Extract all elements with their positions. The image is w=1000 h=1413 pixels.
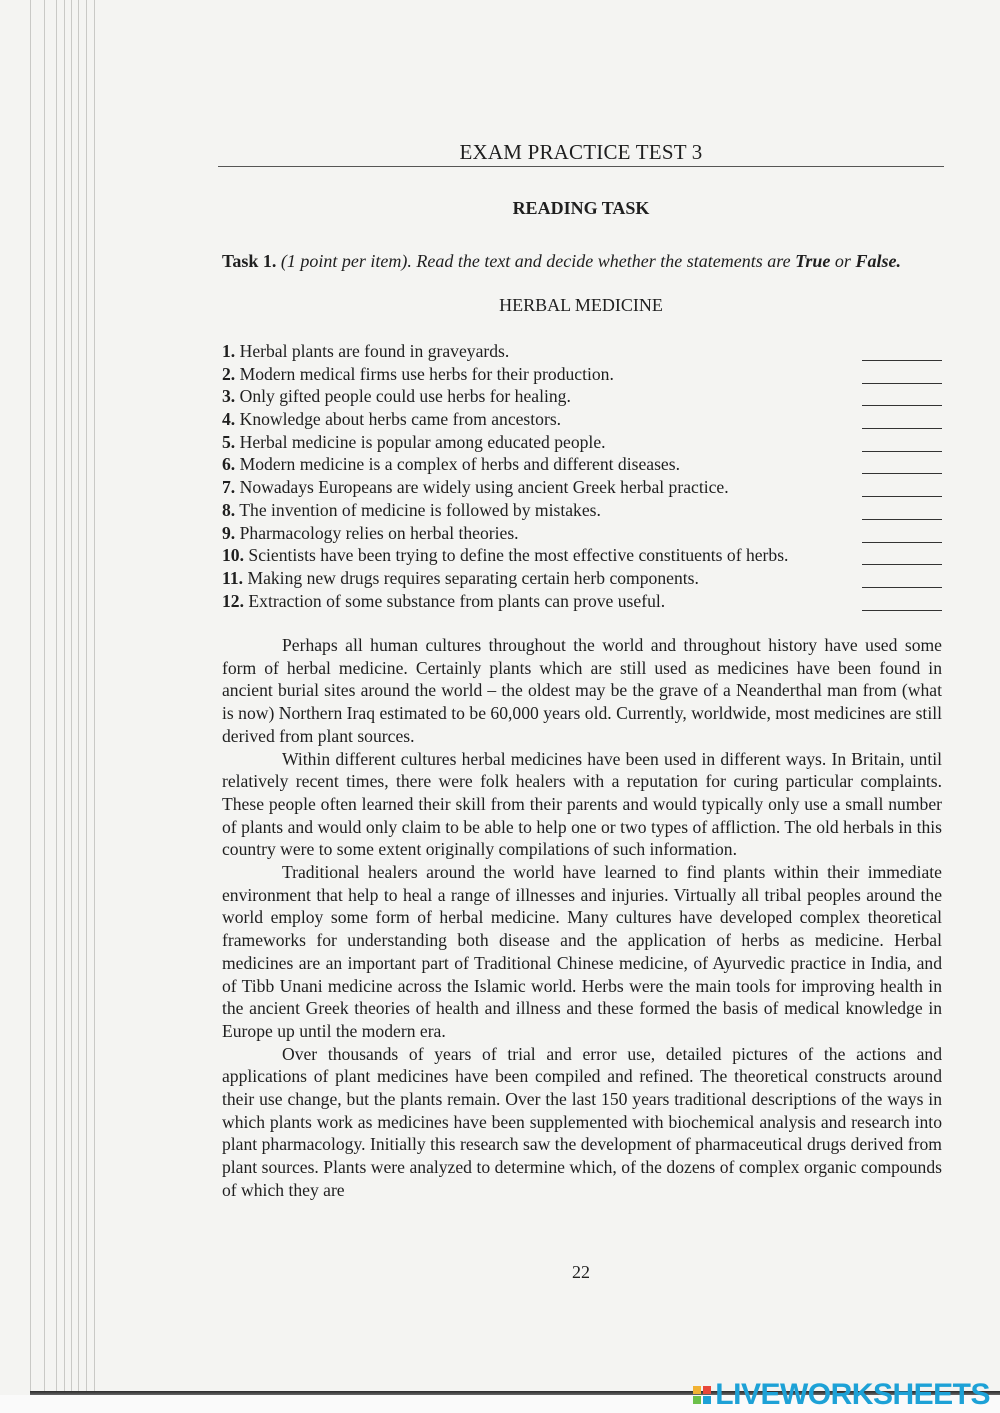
statement-text: Only gifted people could use herbs for healing. [239,386,571,407]
answer-blank-4[interactable] [862,408,942,429]
statement-text: Nowadays Europeans are widely using ancient Greek herbal practice. [239,477,729,498]
statement-text: Knowledge about herbs came from ancestors. [239,409,562,430]
statement-number: 4. [222,409,236,430]
task-true-word: True [795,251,831,271]
liveworksheets-logo-icon [693,1386,711,1404]
answer-blank-9[interactable] [862,522,942,543]
statement-text: The invention of medicine is followed by mistakes. [239,499,601,520]
statement-item [222,408,944,431]
logo-square [703,1386,711,1394]
page-edges [0,0,110,1413]
passage-paragraph: Over thousands of years of trial and error use, detailed pictures of the actions and applications of plant medicines have been compiled and refined. The theoretical constructs around their use change, but the plants remain. Over the last 150 years traditional descriptions of the ways in which plants work as medicines have been supplemented with biochemical analysis and research into plant pharmacology. Initially this research saw the development of pharmaceutical drugs derived from plant sources. Plants were analyzed to determine which, of the dozens of complex organic compounds of which they are [222,1043,942,1200]
answer-blank-6[interactable] [862,453,942,474]
section-title: READING TASK [512,198,650,218]
statement-text: Modern medical firms use herbs for their production. [239,363,614,384]
statement-item [222,363,944,386]
task-instruction-text: (1 point per item). Read the text and decide whether the statements are [280,251,791,271]
liveworksheets-brand[interactable] [693,1378,990,1411]
statement-item [222,590,944,613]
statement-item [222,499,944,522]
statement-text: Pharmacology relies on herbal theories. [239,522,519,543]
statement-item [222,567,944,590]
statement-item [222,476,944,499]
statement-text: Herbal medicine is popular among educated people. [239,431,606,452]
answer-blank-11[interactable] [862,567,942,588]
passage-paragraph: Traditional healers around the world have learned to find plants within their immediate environment that help to heal a range of illnesses and injuries. Virtually all tribal peoples around the world employ some form of herbal medicine. Many cultures have developed complex theoretical frameworks for understanding both disease and the application of herbs as medicine. Herbal medicines are an important part of Traditional Chinese medicine, of Ayurvedic practice in India, and of Tibb Unani medicine across the Islamic world. Herbs were the main tools for improving health in the ancient Greek theories of health and illness and these formed the basis of medical knowledge in Europe up until the modern era. [222,862,942,1041]
header-divider [218,166,944,167]
statement-number: 1. [222,341,236,361]
statement-item [222,453,944,476]
answer-blank-3[interactable] [862,385,942,406]
statement-item [222,544,944,567]
answer-blank-7[interactable] [862,476,942,497]
answer-blank-1[interactable] [862,340,942,361]
text-subject-heading: HERBAL MEDICINE [499,295,663,315]
answer-blank-10[interactable] [862,544,942,565]
statement-item [222,385,944,408]
reading-passage [222,634,942,1202]
statement-text: Herbal plants are found in graveyards. [239,341,510,361]
statement-text: Making new drugs requires separating certain herb components. [247,567,699,588]
statement-number: 8. [222,499,236,520]
page-number: 22 [572,1262,590,1282]
statement-number: 2. [222,363,236,384]
statement-text: Scientists have been trying to define the most effective constituents of herbs. [248,545,789,566]
statement-text: Extraction of some substance from plants can prove useful. [248,590,666,611]
answer-blank-5[interactable] [862,431,942,452]
statement-number: 3. [222,386,236,407]
statement-item [222,431,944,454]
logo-square [693,1386,701,1394]
statement-number: 7. [222,477,236,498]
answer-blank-2[interactable] [862,363,942,384]
statement-number: 9. [222,522,236,543]
task-or-word: or [834,251,851,271]
logo-square [693,1396,701,1404]
statement-number: 12. [222,590,244,611]
statement-list [222,340,944,612]
task-instructions [222,250,942,273]
statement-number: 6. [222,454,236,475]
statement-text: Modern medicine is a complex of herbs and different diseases. [239,454,680,475]
answer-blank-12[interactable] [862,590,942,611]
statement-item [222,340,944,363]
passage-paragraph: Perhaps all human cultures throughout the world and throughout history have used some form of herbal medicine. Certainly plants which are still used as medicines have been found in ancient burial sites around the world – the oldest may be the grave of a Neanderthal man from (what is now) Northern Iraq estimated to be 60,000 years old. Currently, worldwide, most medicines are still derived from plant sources. [222,635,942,746]
answer-blank-8[interactable] [862,499,942,520]
logo-square [703,1396,711,1404]
page-title: EXAM PRACTICE TEST 3 [459,140,703,164]
statement-number: 10. [222,545,244,566]
statement-number: 11. [222,567,244,588]
brand-wordmark: LIVEWORKSHEETS [715,1378,990,1411]
task-false-word: False. [855,251,901,271]
passage-paragraph: Within different cultures herbal medicines have been used in different ways. In Britain, until relatively recent times, there were folk healers with a reputation for curing particular complaints. These people often learned their skill from their parents and would typically only use a small number of plants and would only claim to be able to help one or two types of affliction. The old herbals in this country were to some extent originally compilations of such information. [222,748,942,860]
statement-item [222,522,944,545]
task-label: Task 1. [222,251,277,271]
statement-number: 5. [222,431,236,452]
